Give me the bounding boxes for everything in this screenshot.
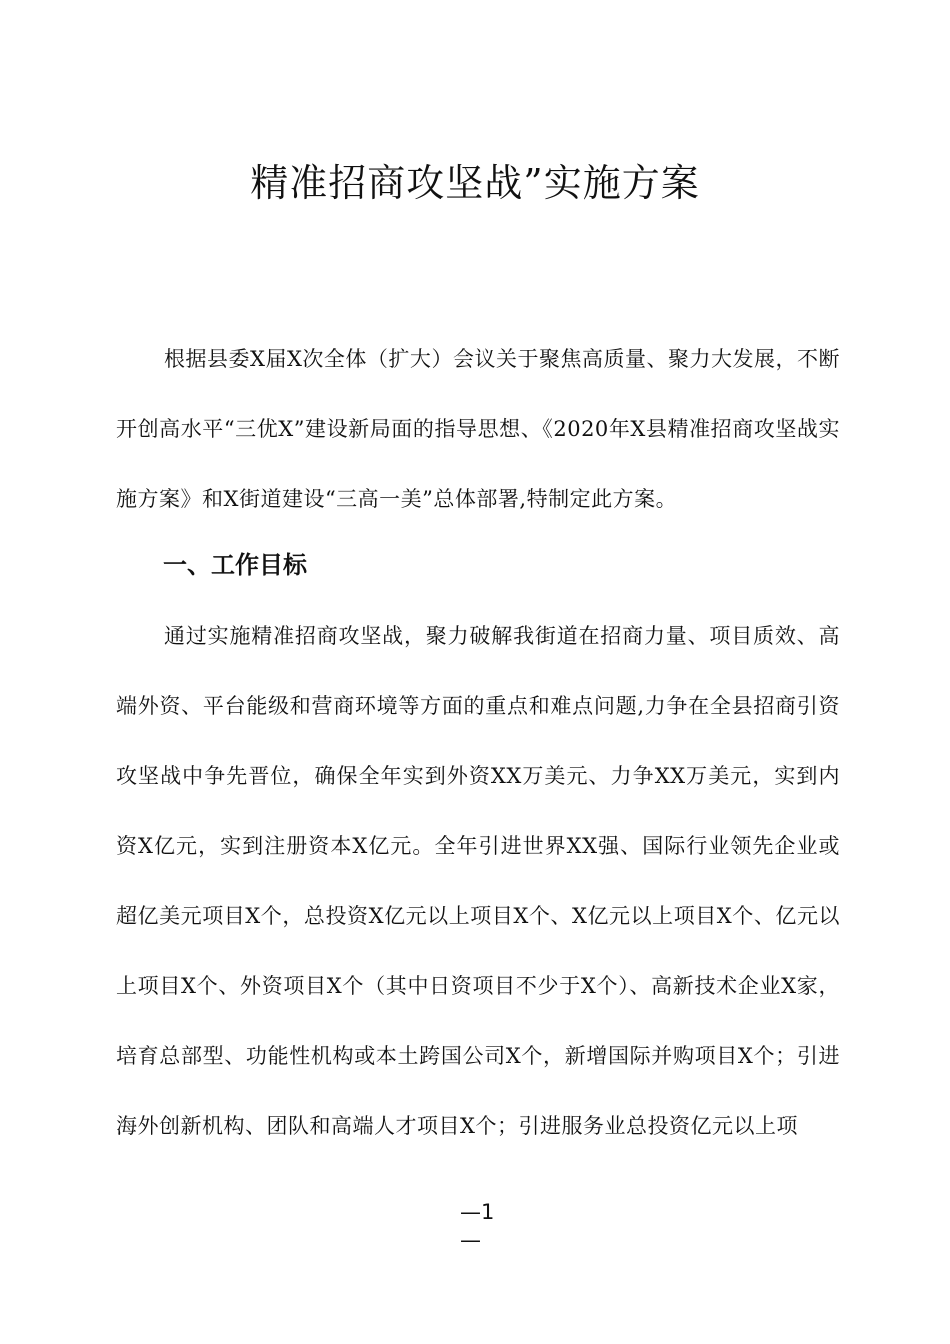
page-number-dash: — <box>460 1228 481 1252</box>
intro-paragraph: 根据县委X届X次全体（扩大）会议关于聚焦高质量、聚力大发展，不断开创高水平“三优X”建设新局面的指导思想、《2020年X县精准招商攻坚战实施方案》和X街道建设“三高一美”总体部署,特制定此方案。 <box>116 347 840 511</box>
section-heading-work-goals: 一、工作目标 <box>163 551 307 579</box>
document-title: 精准招商攻坚战”实施方案 <box>250 161 700 205</box>
page-number: —1 <box>460 1200 495 1224</box>
section-paragraph-work-goals: 通过实施精准招商攻坚战，聚力破解我街道在招商力量、项目质效、高端外资、平台能级和营商环境等方面的重点和难点问题,力争在全县招商引资攻坚战中争先晋位，确保全年实到外资XX万美元、力争XX万美元，实到内资X亿元，实到注册资本X亿元。全年引进世界XX强、国际行业领先企业或超亿美元项目X个，总投资X亿元以上项目X个、X亿元以上项目X个、亿元以上项目X个、外资项目X个（其中日资项目不少于X个）、高新技术企业X家，培育总部型、功能性机构或本土跨国公司X个，新增国际并购项目X个；引进海外创新机构、团队和高端人才项目X个；引进服务业总投资亿元以上项 <box>116 624 840 1138</box>
